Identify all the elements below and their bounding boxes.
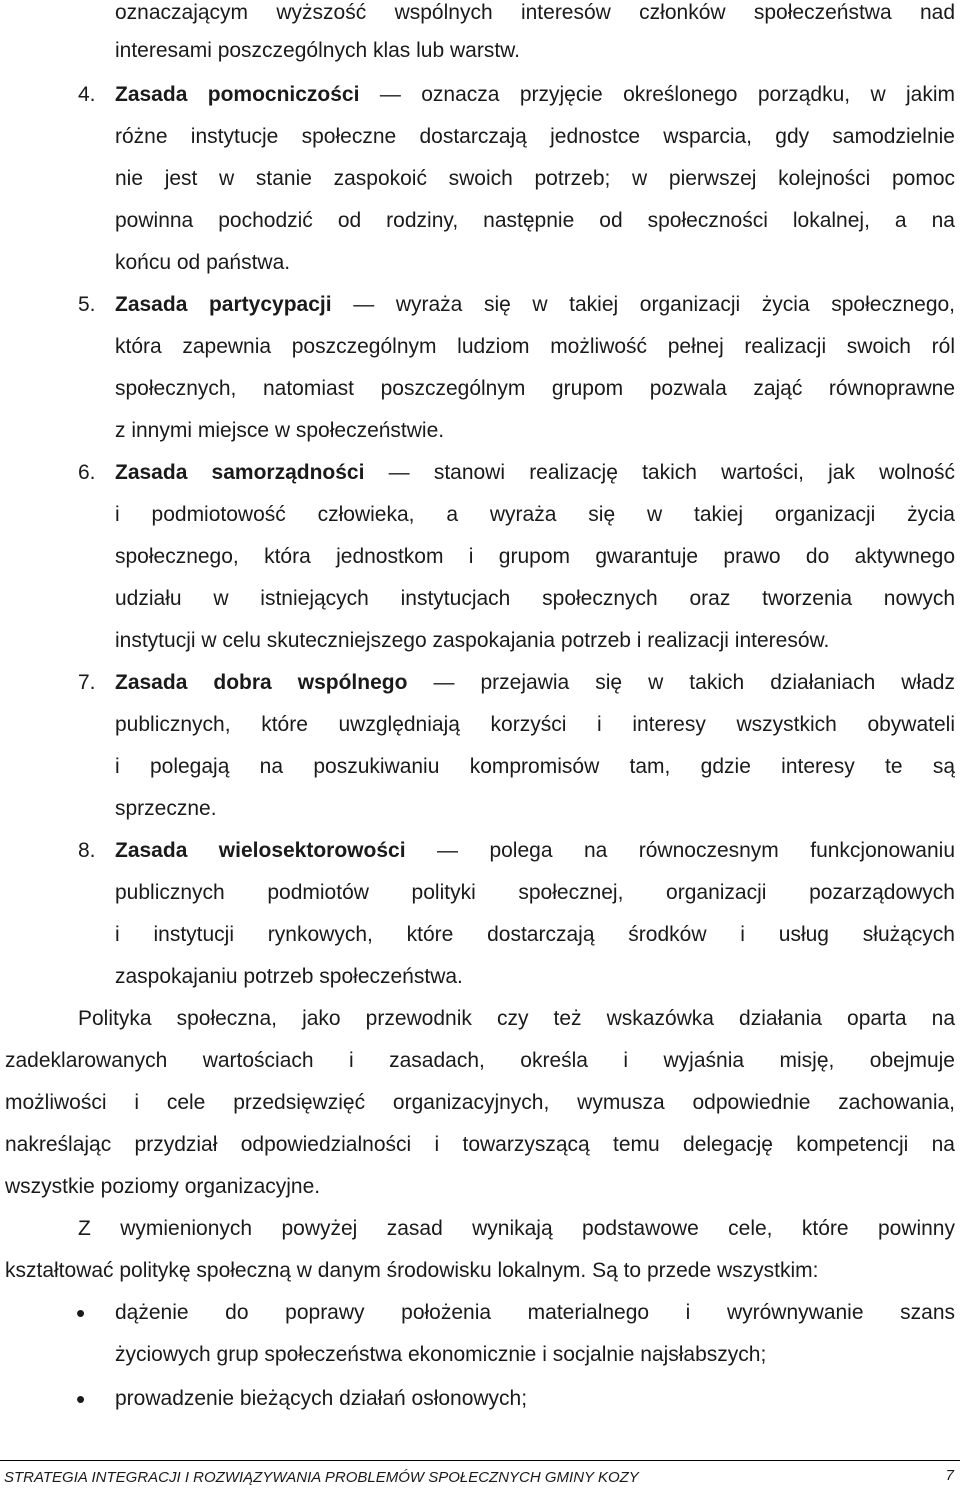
- text-line: i instytucji rynkowych, które dostarczają środków i usług służących: [115, 923, 955, 946]
- dash: —: [379, 83, 401, 106]
- paragraph-line: możliwości i cele przedsięwzięć organizacyjnych, wymusza odpowiednie zachowania,: [5, 1091, 955, 1114]
- list-item-first-line: [115, 82, 955, 108]
- bullet-icon: •: [76, 1384, 86, 1414]
- list-number: 7.: [78, 671, 96, 694]
- text-span: oznacza przyjęcie określonego porządku, w jakim: [421, 83, 956, 106]
- list-number: 4.: [78, 83, 96, 106]
- text-line: społecznego, która jednostkom i grupom gwarantuje prawo do aktywnego: [115, 545, 955, 568]
- principle-title: Zasada wielosektorowości: [115, 839, 406, 862]
- text-line: różne instytucje społeczne dostarczają jednostce wsparcia, gdy samodzielnie: [115, 125, 955, 148]
- text-line: nie jest w stanie zaspokoić swoich potrzeb; w pierwszej kolejności pomoc: [115, 167, 955, 190]
- text-line: publicznych, które uwzględniają korzyści i interesy wszystkich obywateli: [115, 713, 955, 736]
- text-line: społecznych, natomiast poszczególnym grupom pozwala zająć równoprawne: [115, 377, 955, 400]
- footer-rule: [0, 1460, 960, 1461]
- text-line: udziału w istniejących instytucjach społecznych oraz tworzenia nowych: [115, 587, 955, 610]
- list-number: 5.: [78, 293, 96, 316]
- paragraph-line: zadeklarowanych wartościach i zasadach, określa i wyjaśnia misję, obejmuje: [5, 1049, 955, 1072]
- text-span: przejawia się w takich działaniach władz: [480, 671, 955, 694]
- list-item-first-line: [115, 670, 955, 696]
- principle-title: Zasada pomocniczości: [115, 83, 360, 106]
- list-number: 6.: [78, 461, 96, 484]
- dash: —: [437, 839, 458, 862]
- bullet-line: dążenie do poprawy położenia materialnego i wyrównywanie szans: [115, 1301, 955, 1324]
- list-item-first-line: [115, 292, 955, 318]
- bullet-line: życiowych grup społeczeństwa ekonomicznie i socjalnie najsłabszych;: [115, 1343, 767, 1366]
- text-line: interesami poszczególnych klas lub warstw.: [115, 39, 521, 62]
- text-line: końcu od państwa.: [115, 251, 291, 274]
- text-line: powinna pochodzić od rodziny, następnie od społeczności lokalnej, a na: [115, 209, 955, 232]
- text-span: stanowi realizację takich wartości, jak wolność: [433, 461, 956, 484]
- footer-title: STRATEGIA INTEGRACJI I ROZWIĄZYWANIA PROBLEMÓW SPOŁECZNYCH GMINY KOZY: [4, 1469, 639, 1486]
- paragraph-line: Z wymienionych powyżej zasad wynikają podstawowe cele, które powinny: [78, 1217, 955, 1240]
- bullet-icon: •: [76, 1298, 86, 1328]
- list-number: 8.: [78, 839, 96, 862]
- paragraph-line: Polityka społeczna, jako przewodnik czy też wskazówka działania oparta na: [78, 1007, 955, 1030]
- list-item-first-line: [115, 838, 955, 864]
- bullet-line: prowadzenie bieżących działań osłonowych;: [115, 1387, 528, 1410]
- dash: —: [353, 293, 375, 316]
- text-line: z innymi miejsce w społeczeństwie.: [115, 419, 445, 442]
- text-line: publicznych podmiotów polityki społecznej, organizacji pozarządowych: [115, 881, 955, 904]
- paragraph-line: wszystkie poziomy organizacyjne.: [5, 1175, 321, 1198]
- principle-title: Zasada dobra wspólnego: [115, 671, 408, 694]
- paragraph-line: nakreślając przydział odpowiedzialności i towarzyszącą temu delegację kompetencji na: [5, 1133, 955, 1156]
- text-line: oznaczającym wyższość wspólnych interesów członków społeczeństwa nad: [115, 1, 955, 24]
- text-line: sprzeczne.: [115, 797, 217, 820]
- text-line: instytucji w celu skuteczniejszego zaspokajania potrzeb i realizacji interesów.: [115, 629, 830, 652]
- dash: —: [388, 461, 410, 484]
- text-line: która zapewnia poszczególnym ludziom możliwość pełnej realizacji swoich ról: [115, 335, 955, 358]
- principle-title: Zasada partycypacji: [115, 293, 332, 316]
- text-line: i podmiotowość człowieka, a wyraża się w takiej organizacji życia: [115, 503, 955, 526]
- list-item-first-line: [115, 460, 955, 486]
- principle-title: Zasada samorządności: [115, 461, 365, 484]
- page-number: 7: [945, 1467, 954, 1484]
- text-line: i polegają na poszukiwaniu kompromisów tam, gdzie interesy te są: [115, 755, 955, 778]
- text-span: wyraża się w takiej organizacji życia społecznego,: [395, 293, 956, 316]
- paragraph-line: kształtować politykę społeczną w danym środowisku lokalnym. Są to przede wszystkim:: [5, 1259, 819, 1282]
- text-span: polega na równoczesnym funkcjonowaniu: [489, 839, 956, 862]
- text-line: zaspokajaniu potrzeb społeczeństwa.: [115, 965, 463, 988]
- dash: —: [433, 671, 455, 694]
